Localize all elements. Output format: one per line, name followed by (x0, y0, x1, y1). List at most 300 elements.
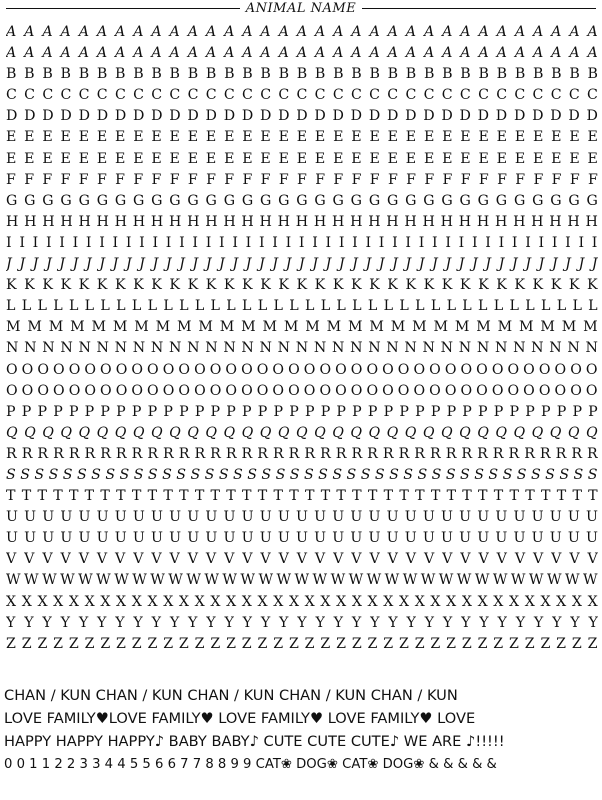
letter-glyph: R (320, 445, 331, 462)
letter-glyph: T (147, 488, 158, 505)
letter-glyph: X (540, 593, 551, 610)
letter-glyph: F (497, 171, 507, 188)
letter-glyph: E (96, 129, 108, 146)
letter-row-y (6, 613, 598, 634)
letter-glyph: U (169, 530, 182, 547)
letter-glyph: U (350, 509, 363, 526)
letter-glyph: R (367, 445, 378, 462)
letter-glyph: S (346, 466, 357, 483)
letter-glyph: P (415, 403, 425, 420)
letter-glyph: U (332, 530, 345, 547)
letter-glyph: P (289, 403, 299, 420)
header (0, 0, 602, 16)
letter-glyph: M (476, 319, 491, 336)
letter-glyph: A (478, 45, 489, 62)
letter-glyph: Z (163, 635, 174, 652)
letter-glyph: Q (495, 424, 508, 441)
letter-row-x (6, 592, 598, 613)
letter-glyph: J (219, 256, 225, 273)
letter-glyph: D (132, 108, 145, 125)
letter-glyph: E (24, 129, 35, 146)
letter-glyph: D (386, 108, 399, 125)
letter-glyph: O (476, 382, 488, 399)
letter-glyph: V (423, 551, 435, 568)
letter-glyph: F (588, 171, 598, 188)
letter-glyph: V (442, 551, 453, 568)
letter-glyph: X (509, 593, 520, 610)
letter-glyph: L (588, 298, 598, 315)
letter-glyph: C (459, 87, 471, 104)
letter-glyph: E (514, 129, 526, 146)
letter-glyph: U (151, 509, 163, 526)
letter-glyph: C (550, 87, 562, 104)
letter-glyph: C (42, 87, 54, 104)
letter-glyph: K (332, 277, 344, 294)
letter-glyph: Z (320, 635, 331, 652)
letter-glyph: K (387, 277, 398, 294)
letter-glyph: T (21, 488, 32, 505)
letter-glyph: Z (257, 635, 268, 652)
letter-glyph: G (205, 192, 217, 209)
letter-glyph: Q (205, 424, 218, 441)
letter-glyph: D (495, 108, 508, 125)
letter-glyph: E (514, 150, 526, 167)
letter-glyph: H (187, 213, 200, 230)
letter-glyph: G (386, 192, 399, 209)
letter-glyph: M (326, 319, 342, 336)
letter-glyph: X (84, 593, 95, 610)
letter-glyph: R (53, 445, 64, 462)
letter-glyph: X (21, 593, 32, 610)
letter-glyph: S (403, 466, 413, 483)
letter-glyph: A (169, 45, 180, 62)
letter-glyph: W (438, 572, 454, 589)
letter-glyph: I (99, 234, 105, 251)
letter-glyph: X (446, 593, 457, 610)
letter-glyph: E (78, 150, 90, 167)
letter-glyph: A (551, 24, 562, 40)
letter-glyph: O (37, 361, 49, 378)
letter-glyph: J (285, 256, 292, 273)
letter-glyph: V (151, 551, 162, 568)
letter-glyph: W (240, 572, 255, 589)
letter-glyph: R (37, 445, 49, 462)
letter-glyph: U (422, 530, 435, 547)
letter-glyph: G (532, 192, 544, 209)
letter-glyph: C (242, 87, 253, 104)
letter-glyph: U (368, 530, 381, 547)
letter-glyph: U (132, 509, 145, 526)
letter-glyph: U (205, 530, 218, 547)
letter-glyph: U (259, 530, 272, 547)
letter-glyph: Y (315, 614, 325, 631)
letter-glyph: C (496, 87, 508, 104)
letter-glyph: O (507, 382, 520, 399)
letter-glyph: P (6, 403, 16, 420)
letter-glyph: S (62, 466, 73, 483)
letter-glyph: U (586, 509, 598, 526)
letter-glyph: W (402, 572, 418, 589)
letter-glyph: G (586, 192, 598, 209)
letter-glyph: Q (223, 424, 236, 441)
letter-glyph: E (423, 129, 435, 146)
letter-glyph: D (169, 108, 181, 125)
letter-glyph: X (288, 593, 300, 610)
letter-glyph: V (169, 551, 180, 568)
letter-glyph: B (460, 66, 471, 83)
letter-glyph: H (259, 213, 272, 230)
letter-glyph: N (78, 340, 91, 357)
letter-glyph: F (297, 171, 307, 188)
letter-glyph: O (147, 361, 159, 378)
letter-glyph: U (223, 509, 236, 526)
letter-glyph: D (259, 108, 272, 125)
letter-glyph: E (169, 150, 180, 167)
letter-glyph: P (304, 403, 315, 420)
letter-glyph: R (351, 445, 363, 462)
letter-row-m (6, 317, 598, 338)
letter-glyph: I (32, 234, 39, 251)
letter-glyph: S (48, 466, 59, 483)
letter-glyph: J (565, 256, 571, 273)
letter-glyph: U (6, 509, 18, 526)
letter-glyph: O (382, 382, 394, 399)
letter-glyph: X (53, 593, 64, 610)
letter-glyph: E (532, 150, 544, 167)
letter-glyph: J (538, 256, 545, 273)
letter-glyph: R (194, 445, 206, 462)
letter-glyph: J (85, 256, 92, 273)
letter-glyph: A (496, 24, 507, 40)
letter-glyph: Q (459, 424, 471, 441)
letter-glyph: L (273, 298, 283, 315)
letter-glyph: D (6, 108, 18, 125)
letter-glyph: W (258, 572, 274, 589)
letter-glyph: P (163, 403, 173, 420)
letter-glyph: N (205, 340, 218, 357)
letter-glyph: D (223, 108, 236, 125)
letter-glyph: L (493, 298, 504, 315)
letter-glyph: A (442, 45, 453, 62)
letter-glyph: I (591, 234, 598, 251)
letter-glyph: Z (398, 635, 409, 652)
letter-glyph: F (115, 171, 125, 188)
letter-glyph: N (331, 340, 345, 357)
letter-glyph: Q (241, 424, 254, 441)
letter-glyph: C (423, 87, 435, 104)
letter-glyph: S (332, 466, 343, 483)
letter-row-r (6, 444, 598, 465)
letter-glyph: E (205, 150, 217, 167)
letter-glyph: E (60, 150, 71, 167)
letter-glyph: G (513, 192, 526, 209)
letter-glyph: O (476, 361, 488, 378)
letter-glyph: L (430, 298, 441, 315)
letter-glyph: F (151, 171, 162, 188)
letter-glyph: O (585, 361, 598, 378)
letter-glyph: J (471, 256, 478, 273)
letter-glyph: J (432, 256, 438, 273)
letter-glyph: U (314, 509, 327, 526)
letter-glyph: A (260, 24, 271, 40)
letter-glyph: A (532, 24, 544, 40)
letter-glyph: N (6, 340, 19, 357)
letter-glyph: A (115, 24, 126, 40)
letter-glyph: J (45, 256, 52, 273)
letter-glyph: F (60, 171, 71, 188)
letter-glyph: H (24, 213, 37, 230)
letter-glyph: N (531, 340, 544, 357)
letter-glyph: J (192, 256, 199, 273)
letter-glyph: A (151, 24, 162, 40)
letter-glyph: I (392, 234, 398, 251)
letter-glyph: T (367, 488, 378, 505)
letter-glyph: A (24, 45, 35, 62)
letter-glyph: V (569, 551, 580, 568)
letter-glyph: R (178, 445, 190, 462)
letter-glyph: V (205, 551, 217, 568)
letter-glyph: X (571, 593, 582, 610)
letter-glyph: E (224, 150, 235, 167)
letter-glyph: P (540, 403, 551, 420)
letter-glyph: K (278, 277, 289, 294)
letter-glyph: R (398, 445, 410, 462)
letter-glyph: X (37, 593, 48, 610)
letter-glyph: A (351, 24, 362, 40)
letter-glyph: O (538, 361, 551, 378)
letter-glyph: H (6, 213, 19, 230)
letter-glyph: O (115, 361, 128, 378)
letter-glyph: U (513, 509, 526, 526)
letter-glyph: R (304, 445, 316, 462)
letter-glyph: F (315, 171, 326, 188)
letter-glyph: Q (567, 424, 580, 441)
letter-glyph: A (242, 24, 253, 40)
letter-glyph: G (568, 192, 580, 209)
letter-glyph: A (514, 45, 526, 62)
letter-glyph: S (303, 466, 314, 483)
letter-glyph: Z (304, 635, 315, 652)
letter-glyph: N (494, 340, 508, 357)
letter-glyph: O (523, 382, 535, 399)
letter-glyph: H (114, 213, 128, 230)
letter-glyph: O (413, 382, 426, 399)
letter-glyph: M (454, 319, 470, 336)
letter-glyph: N (422, 340, 435, 357)
letter-glyph: K (260, 277, 271, 294)
letter-glyph: E (96, 150, 108, 167)
letter-glyph: Y (552, 614, 562, 631)
letter-glyph: E (314, 129, 326, 146)
letter-glyph: G (550, 192, 562, 209)
letter-glyph: A (333, 45, 344, 62)
letter-glyph: P (242, 403, 252, 420)
letter-glyph: E (133, 150, 144, 167)
letter-glyph: W (204, 572, 219, 589)
letter-glyph: W (186, 572, 201, 589)
letter-glyph: B (405, 66, 417, 83)
letter-glyph: A (205, 45, 217, 62)
letter-glyph: T (336, 488, 346, 505)
letter-glyph: J (392, 256, 398, 273)
letter-glyph: Q (259, 424, 272, 441)
letter-glyph: R (147, 445, 159, 462)
letter-glyph: Q (586, 424, 598, 441)
letter-glyph: K (242, 277, 253, 294)
letter-glyph: Y (6, 614, 16, 631)
letter-glyph: P (37, 403, 48, 420)
letter-glyph: L (352, 298, 362, 315)
letter-glyph: A (224, 45, 235, 62)
letter-glyph: S (176, 466, 186, 483)
letter-glyph: J (525, 256, 531, 273)
letter-glyph: X (147, 593, 158, 610)
letter-glyph: L (336, 298, 346, 315)
letter-glyph: I (432, 234, 438, 251)
letter-glyph: Q (132, 424, 145, 441)
letter-glyph: A (133, 24, 144, 40)
letter-glyph: T (116, 488, 126, 505)
letter-glyph: M (540, 319, 555, 336)
letter-glyph: L (84, 298, 95, 315)
letter-glyph: B (60, 66, 71, 83)
letter-glyph: Y (479, 614, 489, 631)
letter-glyph: R (477, 445, 488, 462)
letter-glyph: Z (446, 635, 456, 652)
letter-glyph: Q (513, 424, 526, 441)
letter-glyph: N (295, 340, 309, 357)
letter-glyph: O (84, 361, 96, 378)
letter-glyph: B (133, 66, 144, 83)
letter-glyph: C (96, 87, 108, 104)
letter-glyph: H (205, 213, 218, 230)
letter-glyph: U (78, 530, 91, 547)
letter-glyph: Y (42, 614, 52, 631)
letter-glyph: O (162, 382, 175, 399)
letter-glyph: B (115, 66, 126, 83)
letter-glyph: K (441, 277, 453, 294)
letter-glyph: V (333, 551, 344, 568)
letter-glyph: O (225, 361, 238, 378)
letter-glyph: G (350, 192, 363, 209)
letter-glyph: U (277, 530, 290, 547)
letter-glyph: E (405, 150, 417, 167)
letter-glyph: O (131, 361, 144, 378)
letter-glyph: I (165, 234, 172, 251)
letter-glyph: E (460, 129, 471, 146)
letter-glyph: P (131, 403, 142, 420)
letter-glyph: Y (260, 614, 271, 631)
letter-glyph: U (241, 530, 254, 547)
letter-glyph: A (96, 45, 108, 62)
letter-glyph: G (423, 192, 435, 209)
letter-glyph: E (187, 129, 199, 146)
letter-glyph: Y (406, 614, 416, 631)
letter-row-w (6, 570, 598, 591)
letter-glyph: D (332, 108, 344, 125)
letter-glyph: C (369, 87, 380, 104)
letter-glyph: Q (404, 424, 417, 441)
letter-glyph: F (24, 171, 35, 188)
letter-glyph: A (387, 24, 398, 40)
letter-glyph: D (278, 108, 290, 125)
letter-glyph: A (442, 24, 453, 40)
letter-glyph: H (458, 213, 472, 230)
phrase-sheet (4, 684, 598, 776)
letter-glyph: Q (441, 424, 453, 441)
letter-glyph: S (204, 466, 215, 483)
letter-glyph: Y (424, 614, 435, 631)
letter-glyph: T (399, 488, 409, 505)
letter-glyph: G (114, 192, 127, 209)
letter-glyph: E (242, 129, 253, 146)
letter-glyph: I (112, 234, 119, 251)
letter-glyph: L (446, 298, 456, 315)
letter-glyph: H (241, 213, 254, 230)
letter-glyph: T (556, 488, 567, 505)
letter-glyph: I (125, 234, 132, 251)
letter-glyph: Z (524, 635, 535, 652)
letter-glyph: V (405, 551, 417, 568)
letter-glyph: R (210, 445, 221, 462)
letter-glyph: F (206, 171, 216, 188)
letter-glyph: L (131, 298, 142, 315)
letter-glyph: A (314, 45, 326, 62)
letter-glyph: X (587, 593, 598, 610)
letter-glyph: C (260, 87, 272, 104)
letter-glyph: E (278, 150, 289, 167)
letter-glyph: J (125, 256, 132, 273)
letter-glyph: Z (540, 635, 551, 652)
letter-glyph: E (551, 129, 562, 146)
letter-glyph: B (224, 66, 235, 83)
letter-glyph: X (367, 593, 378, 610)
letter-glyph: L (462, 298, 472, 315)
letter-glyph: E (333, 129, 344, 146)
letter-row-z (6, 634, 598, 655)
letter-glyph: H (494, 213, 508, 230)
letter-glyph: O (460, 382, 473, 399)
letter-glyph: N (259, 340, 272, 357)
letter-row-h (6, 212, 598, 233)
letter-glyph: U (477, 509, 490, 526)
letter-row-e (6, 127, 598, 148)
letter-glyph: N (96, 340, 109, 357)
letter-glyph: U (187, 509, 200, 526)
letter-glyph: O (350, 361, 363, 378)
letter-glyph: K (296, 277, 308, 294)
letter-glyph: I (538, 234, 545, 251)
letter-glyph: I (551, 234, 558, 251)
letter-glyph: E (569, 129, 580, 146)
letter-glyph: A (278, 45, 289, 62)
letter-glyph: U (96, 509, 109, 526)
letter-glyph: O (6, 361, 18, 378)
letter-glyph: C (24, 87, 36, 104)
letter-glyph: W (583, 572, 598, 589)
letter-glyph: B (551, 66, 562, 83)
letter-glyph: H (277, 213, 291, 230)
letter-glyph: Q (78, 424, 91, 441)
letter-glyph: K (496, 277, 507, 294)
letter-glyph: N (440, 340, 454, 357)
letter-glyph: A (587, 24, 598, 40)
letter-glyph: T (37, 488, 47, 505)
letter-glyph: P (556, 403, 567, 420)
letter-glyph: B (423, 66, 435, 83)
letter-glyph: E (133, 129, 144, 146)
letter-row-j (6, 254, 598, 275)
